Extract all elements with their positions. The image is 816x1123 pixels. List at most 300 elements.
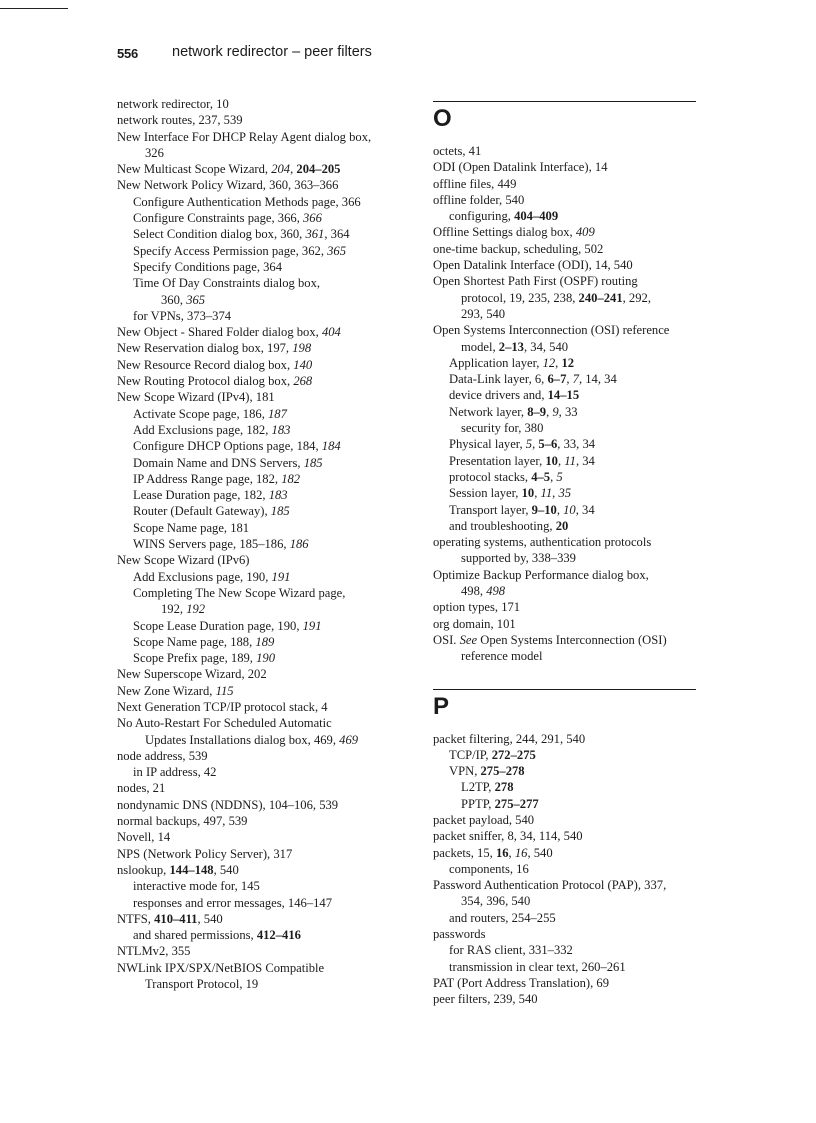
index-entry: [117, 520, 399, 536]
entry-text: Novell, 14: [117, 830, 171, 845]
entry-text: No Auto-Restart For Scheduled Automatic: [117, 716, 332, 731]
entry-text: Optimize Backup Performance dialog box,: [433, 567, 649, 582]
entry-text: security for, 380: [461, 421, 544, 436]
index-entry: [433, 534, 698, 550]
entry-text: org domain, 101: [433, 616, 516, 631]
index-column-right: [433, 96, 698, 1008]
entry-text: Activate Scope page, 186,: [133, 406, 268, 421]
index-entry: [117, 96, 399, 112]
entry-text: packet payload, 540: [433, 812, 535, 827]
page-ref-bold: 404–409: [514, 209, 559, 224]
index-entry: [433, 143, 698, 159]
entry-text: network routes, 237, 539: [117, 113, 243, 128]
entry-text: configuring,: [449, 209, 515, 224]
page-ref-bold: 272–275: [491, 747, 536, 762]
entry-text: passwords: [433, 927, 486, 942]
entry-text: packet filtering, 244, 291, 540: [433, 731, 586, 746]
entry-text: New Multicast Scope Wizard,: [117, 162, 272, 177]
page-ref-italic: See: [459, 632, 478, 647]
index-entry: [117, 112, 399, 128]
page-ref-italic: 187: [268, 406, 287, 421]
page-ref-bold: 6–7: [547, 372, 567, 387]
entry-text: Configure Constraints page, 366,: [133, 211, 303, 226]
entry-text: PPTP,: [461, 796, 495, 811]
page-ref-bold: 20: [555, 518, 569, 533]
entry-text: L2TP,: [461, 780, 495, 795]
entry-text: ,: [552, 486, 559, 501]
entry-text: offline folder, 540: [433, 192, 525, 207]
page-ref-bold: 2–13: [498, 339, 524, 354]
entry-text: Scope Prefix page, 189,: [133, 651, 257, 666]
page-ref-italic: 498: [486, 584, 506, 599]
index-entry: [117, 780, 399, 796]
entry-text: Physical layer,: [449, 437, 526, 452]
entry-text: New Scope Wizard (IPv4), 181: [117, 390, 275, 405]
index-entry: [433, 632, 698, 648]
index-entry: [117, 927, 399, 943]
entry-text: VPN,: [449, 764, 481, 779]
page-ref-bold: 16: [495, 845, 509, 860]
entry-text: and routers, 254–255: [449, 910, 556, 925]
index-entry: [433, 453, 698, 469]
entry-text: ,: [546, 404, 553, 419]
index-entry: [433, 502, 698, 518]
page-ref-bold: 410–411: [154, 911, 198, 926]
index-entry: [433, 567, 698, 583]
entry-text: network redirector, 10: [117, 97, 229, 111]
entry-text: Configure Authentication Methods page, 366: [133, 194, 361, 209]
index-entry: [117, 960, 399, 976]
index-entry: [433, 485, 698, 501]
entry-text: packet sniffer, 8, 34, 114, 540: [433, 829, 583, 844]
entry-text: protocol stacks,: [449, 469, 532, 484]
entry-text: Open Systems Interconnection (OSI): [477, 632, 667, 647]
page-ref-italic: 5: [556, 469, 563, 484]
index-entry: [117, 650, 399, 666]
index-entry-continuation: [433, 893, 698, 909]
entry-text: Lease Duration page, 182,: [133, 488, 269, 503]
index-entry: [433, 779, 698, 795]
page-ref-bold: 10: [521, 486, 535, 501]
section-p-letter: P: [433, 692, 450, 720]
entry-text: NTFS,: [117, 911, 155, 926]
page-ref-italic: 469: [339, 732, 359, 747]
entry-text: , 540: [213, 862, 239, 877]
index-entry: [433, 910, 698, 926]
entry-text: Network layer,: [449, 404, 528, 419]
index-entry: [117, 618, 399, 634]
index-entry-continuation: [117, 601, 399, 617]
page-ref-italic: 198: [292, 341, 312, 356]
page-ref-italic: 11: [540, 486, 553, 501]
entry-text: operating systems, authentication protocols: [433, 535, 652, 550]
index-entry: [433, 176, 698, 192]
index-entry: [433, 518, 698, 534]
page-ref-italic: 189: [255, 634, 275, 649]
entry-text: nodes, 21: [117, 781, 166, 796]
running-head: network redirector – peer filters: [172, 44, 372, 60]
entry-text: Configure DHCP Options page, 184,: [133, 439, 322, 454]
index-entry: [433, 828, 698, 844]
entry-text: 326: [145, 145, 164, 160]
index-entry: [117, 243, 399, 259]
entry-text: , 14, 34: [578, 372, 617, 387]
page-ref-italic: 10: [563, 502, 576, 517]
entry-text: supported by, 338–339: [461, 551, 576, 566]
entry-text: New Interface For DHCP Relay Agent dialog box,: [117, 129, 372, 144]
page-ref-bold: 12: [561, 355, 575, 370]
entry-text: 498,: [461, 584, 487, 599]
entry-text: 354, 396, 540: [461, 894, 531, 909]
index-entry: [117, 699, 399, 715]
entry-text: transmission in clear text, 260–261: [449, 959, 626, 974]
index-entry: [433, 861, 698, 877]
page-ref-bold: 144–148: [169, 862, 214, 877]
entry-text: Specify Conditions page, 364: [133, 259, 283, 274]
entry-text: ,: [508, 845, 515, 860]
index-entry: [433, 991, 698, 1007]
page-ref-italic: 12: [542, 355, 556, 370]
index-entry: [117, 797, 399, 813]
entry-text: ,: [534, 486, 541, 501]
index-entry: [117, 194, 399, 210]
page-ref-bold: 8–9: [527, 404, 547, 419]
entry-text: normal backups, 497, 539: [117, 814, 248, 829]
page-ref-italic: 404: [321, 325, 341, 340]
page-ref-bold: 9–10: [531, 502, 557, 517]
entry-text: , 33, 34: [557, 437, 596, 452]
entry-text: , 34: [575, 502, 595, 517]
entry-text: OSI.: [433, 632, 460, 647]
index-entry: [117, 275, 399, 291]
index-entry: [117, 177, 399, 193]
page-ref-italic: 184: [321, 439, 341, 454]
index-entry: [117, 389, 399, 405]
page-ref-italic: 192: [186, 602, 206, 617]
index-entry: [117, 422, 399, 438]
entry-text: ,: [557, 453, 565, 468]
index-entry: [117, 357, 399, 373]
index-entry: [117, 406, 399, 422]
page-ref-italic: 190: [256, 651, 275, 666]
entry-text: Time Of Day Constraints dialog box,: [133, 276, 321, 291]
index-entry: [433, 796, 698, 812]
index-entry: [117, 585, 399, 601]
entry-text: Application layer,: [449, 355, 543, 370]
index-entry-continuation: [433, 583, 698, 599]
index-entry: [117, 503, 399, 519]
index-entry: [117, 471, 399, 487]
index-entry: [117, 226, 399, 242]
page-ref-italic: 409: [575, 225, 595, 240]
entry-text: , 540: [527, 845, 553, 860]
page-ref-italic: 361: [305, 227, 325, 242]
page-ref-italic: 183: [268, 488, 288, 503]
top-edge-rule: [0, 8, 68, 9]
section-p-rule: [433, 689, 696, 690]
entry-text: Select Condition dialog box, 360,: [133, 227, 306, 242]
index-entry: [117, 764, 399, 780]
page-ref-italic: 191: [302, 618, 322, 633]
index-entry: [433, 763, 698, 779]
entry-text: interactive mode for, 145: [133, 879, 260, 894]
section-o-rule: [433, 101, 696, 102]
page-ref-italic: 185: [270, 504, 290, 519]
entry-text: ,: [550, 469, 557, 484]
index-entry: [117, 666, 399, 682]
index-entry: [117, 829, 399, 845]
entry-text: and troubleshooting,: [449, 518, 556, 533]
entry-text: Specify Access Permission page, 362,: [133, 243, 328, 258]
entry-text: New Resource Record dialog box,: [117, 357, 294, 372]
entry-text: and shared permissions,: [133, 928, 257, 943]
index-entry: [117, 455, 399, 471]
page-ref-italic: 7: [572, 372, 579, 387]
entry-text: TCP/IP,: [449, 747, 492, 762]
page-ref-italic: 11: [564, 453, 576, 468]
index-entry-continuation: [433, 550, 698, 566]
index-entry-continuation: [433, 339, 698, 355]
page-ref-italic: 35: [558, 486, 572, 501]
page-ref-italic: 365: [327, 243, 347, 258]
entry-text: Domain Name and DNS Servers,: [133, 455, 304, 470]
entry-text: New Superscope Wizard, 202: [117, 667, 267, 682]
index-entry-continuation: [117, 732, 399, 748]
page-ref-italic: 9: [552, 404, 559, 419]
entry-text: , 364: [324, 227, 350, 242]
entry-text: offline files, 449: [433, 176, 517, 191]
entry-text: Updates Installations dialog box, 469,: [145, 732, 340, 747]
index-entry: [433, 371, 698, 387]
entry-text: option types, 171: [433, 600, 521, 615]
index-entry: [117, 129, 399, 145]
index-entry: [117, 324, 399, 340]
entry-text: Offline Settings dialog box,: [433, 225, 576, 240]
entry-text: Open Shortest Path First (OSPF) routing: [433, 274, 638, 289]
entry-text: Scope Name page, 181: [133, 520, 250, 535]
page-ref-bold: 412–416: [256, 928, 301, 943]
index-entry: [433, 273, 698, 289]
index-entry: [117, 259, 399, 275]
index-entry: [433, 224, 698, 240]
entry-text: 360,: [161, 292, 187, 307]
index-entry: [117, 846, 399, 862]
entry-text: packets, 15,: [433, 845, 496, 860]
index-entry: [117, 487, 399, 503]
entry-text: ,: [532, 437, 539, 452]
entry-text: Transport layer,: [449, 502, 532, 517]
index-entry: [117, 210, 399, 226]
section-o-entries: [433, 143, 698, 665]
index-entry: [433, 812, 698, 828]
entry-text: responses and error messages, 146–147: [133, 895, 333, 910]
entry-text: Add Exclusions page, 182,: [133, 422, 272, 437]
entry-text: nslookup,: [117, 862, 170, 877]
entry-text: New Object - Shared Folder dialog box,: [117, 325, 322, 340]
page-ref-bold: 278: [494, 780, 514, 795]
page-ref-italic: 268: [293, 374, 313, 389]
entry-text: model,: [461, 339, 499, 354]
index-entry: [117, 340, 399, 356]
entry-text: Open Datalink Interface (ODI), 14, 540: [433, 258, 633, 273]
index-entry: [433, 926, 698, 942]
entry-text: , 34: [575, 453, 595, 468]
index-entry: [117, 536, 399, 552]
entry-text: NPS (Network Policy Server), 317: [117, 846, 293, 861]
index-entry: [433, 420, 698, 436]
page-ref-italic: 5: [525, 437, 533, 452]
entry-text: Scope Lease Duration page, 190,: [133, 618, 303, 633]
page-ref-bold: 204–205: [296, 162, 341, 177]
index-entry-continuation: [433, 306, 698, 322]
entry-text: nondynamic DNS (NDDNS), 104–106, 539: [117, 797, 339, 812]
entry-text: components, 16: [449, 861, 529, 876]
entry-text: New Routing Protocol dialog box,: [117, 374, 294, 389]
entry-text: New Zone Wizard,: [117, 683, 216, 698]
index-entry-continuation: [433, 648, 698, 664]
entry-text: Open Systems Interconnection (OSI) reference: [433, 323, 670, 338]
index-entry: [433, 241, 698, 257]
index-entry: [433, 942, 698, 958]
entry-text: , 540: [197, 911, 223, 926]
index-entry: [433, 599, 698, 615]
entry-text: New Scope Wizard (IPv6): [117, 553, 250, 568]
entry-text: Completing The New Scope Wizard page,: [133, 585, 346, 600]
entry-text: Transport Protocol, 19: [145, 977, 259, 992]
entry-text: Next Generation TCP/IP protocol stack, 4: [117, 699, 328, 714]
page-ref-italic: 185: [303, 455, 323, 470]
page-ref-italic: 16: [514, 845, 528, 860]
entry-text: in IP address, 42: [133, 765, 217, 780]
entry-text: , 33: [558, 404, 578, 419]
index-entry-continuation: [117, 976, 399, 992]
index-entry: [117, 943, 399, 959]
entry-text: node address, 539: [117, 748, 208, 763]
index-entry-continuation: [433, 290, 698, 306]
index-entry: [117, 862, 399, 878]
index-entry: [117, 895, 399, 911]
entry-text: 192,: [161, 602, 187, 617]
index-entry: [433, 731, 698, 747]
entry-text: for VPNs, 373–374: [133, 308, 232, 323]
entry-text: for RAS client, 331–332: [449, 943, 573, 958]
entry-text: Scope Name page, 188,: [133, 634, 256, 649]
index-entry: [117, 911, 399, 927]
entry-text: NWLink IPX/SPX/NetBIOS Compatible: [117, 960, 325, 975]
index-entry: [433, 208, 698, 224]
page-ref-italic: 140: [293, 357, 313, 372]
index-entry: [433, 469, 698, 485]
entry-text: ODI (Open Datalink Interface), 14: [433, 160, 608, 175]
index-entry: [117, 373, 399, 389]
section-p-header: [433, 689, 698, 722]
index-entry: [117, 569, 399, 585]
page-ref-bold: 14–15: [547, 388, 580, 403]
index-entry: [117, 438, 399, 454]
entry-text: ,: [566, 372, 573, 387]
index-entry-continuation: [117, 292, 399, 308]
entry-text: peer filters, 239, 540: [433, 992, 538, 1007]
index-entry: [433, 616, 698, 632]
index-entry: [433, 159, 698, 175]
index-entry: [117, 748, 399, 764]
page-ref-bold: 275–278: [480, 764, 525, 779]
index-entry: [117, 161, 399, 177]
index-entry: [433, 257, 698, 273]
section-p-entries: [433, 731, 698, 1008]
index-entry: [433, 845, 698, 861]
index-entry: [117, 634, 399, 650]
entry-text: one-time backup, scheduling, 502: [433, 241, 604, 256]
entry-text: Data-Link layer, 6,: [449, 372, 548, 387]
entry-text: New Network Policy Wizard, 360, 363–366: [117, 178, 339, 193]
entry-text: device drivers and,: [449, 388, 548, 403]
section-o-header: [433, 101, 698, 134]
page-ref-italic: 182: [281, 471, 301, 486]
index-entry: [117, 813, 399, 829]
entry-text: reference model: [461, 649, 543, 664]
page-ref-bold: 275–277: [494, 796, 539, 811]
index-entry: [433, 975, 698, 991]
page-ref-bold: 10: [545, 453, 558, 468]
entry-text: IP Address Range page, 182,: [133, 471, 282, 486]
entry-text: , 34, 540: [523, 339, 569, 354]
page-ref-italic: 366: [303, 211, 322, 226]
page-ref-italic: 191: [271, 569, 291, 584]
entry-text: ,: [555, 355, 562, 370]
entry-text: WINS Servers page, 185–186,: [133, 537, 290, 552]
page-ref-bold: 240–241: [578, 290, 623, 305]
page-ref-italic: 186: [289, 537, 309, 552]
entry-text: protocol, 19, 235, 238,: [461, 290, 579, 305]
entry-text: Presentation layer,: [449, 453, 546, 468]
entry-text: NTLMv2, 355: [117, 944, 191, 959]
index-entry: [433, 747, 698, 763]
page-ref-bold: 4–5: [531, 469, 551, 484]
index-entry: [433, 322, 698, 338]
entry-text: ,: [556, 502, 564, 517]
index-entry: [433, 877, 698, 893]
index-entry: [117, 683, 399, 699]
entry-text: PAT (Port Address Translation), 69: [433, 975, 609, 990]
page-ref-italic: 183: [271, 422, 291, 437]
index-entry: [433, 959, 698, 975]
entry-text: 293, 540: [461, 306, 506, 321]
entry-text: Password Authentication Protocol (PAP), 337,: [433, 878, 667, 893]
entry-text: Add Exclusions page, 190,: [133, 569, 272, 584]
index-entry-continuation: [117, 145, 399, 161]
section-o-letter: O: [433, 105, 452, 132]
page-ref-italic: 115: [215, 683, 234, 698]
index-entry: [117, 308, 399, 324]
index-entry: [433, 436, 698, 452]
index-entry: [433, 404, 698, 420]
page-number: 556: [117, 46, 139, 61]
page-ref-italic: 365: [186, 292, 206, 307]
index-entry: [117, 552, 399, 568]
entry-text: ,: [290, 162, 297, 177]
page-ref-bold: 5–6: [538, 437, 558, 452]
entry-text: Router (Default Gateway),: [133, 504, 271, 519]
index-entry: [433, 355, 698, 371]
index-column-left: [117, 96, 399, 992]
index-entry: [433, 192, 698, 208]
index-entry: [433, 387, 698, 403]
entry-text: , 292,: [622, 290, 651, 305]
page-ref-italic: 204: [271, 162, 291, 177]
entry-text: New Reservation dialog box, 197,: [117, 341, 293, 356]
entry-text: Session layer,: [449, 486, 522, 501]
